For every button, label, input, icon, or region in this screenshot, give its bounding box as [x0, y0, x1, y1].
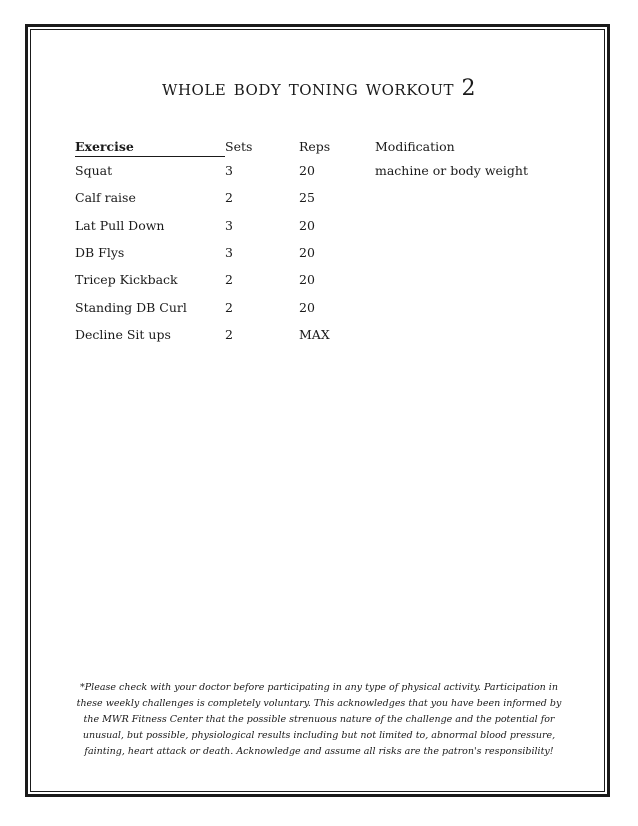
cell-sets: 3: [225, 217, 233, 233]
cell-exercise: Squat: [75, 163, 113, 179]
cell-reps: 20: [299, 299, 315, 315]
cell-exercise: Calf raise: [75, 190, 136, 206]
cell-modification: [375, 293, 535, 320]
cell-sets: 2: [225, 299, 233, 315]
header-modification: Modification: [375, 138, 455, 154]
header-exercise: Exercise: [75, 136, 225, 157]
cell-exercise: Decline Sit ups: [75, 326, 171, 342]
cell-exercise: Lat Pull Down: [75, 217, 165, 233]
cell-sets: 3: [225, 245, 233, 261]
header-reps: Reps: [299, 138, 331, 154]
cell-exercise: Standing DB Curl: [75, 299, 187, 315]
cell-sets: 3: [225, 162, 233, 178]
disclaimer-text: *Please check with your doctor before participating in any type of physical activity. Participation in these weekly challenges is completely voluntary. This acknowledges that you have been informed by the MWR Fitness Center that the possible strenuous nature of the challenge and the potential for unusual, but possible, physiological results including but not limited to, abnormal blood pressure, fainting, heart attack or death. Acknowledge and assume all risks are the patron's responsibility!: [76, 682, 562, 757]
cell-reps: 25: [299, 190, 315, 206]
cell-modification: [375, 212, 535, 239]
table-row: [75, 184, 535, 211]
table-row: [75, 293, 535, 320]
header-sets: Sets: [225, 138, 253, 154]
cell-modification: [375, 266, 535, 293]
workout-table: [75, 136, 535, 348]
table-header-row: [75, 136, 535, 157]
table-row: [75, 321, 535, 348]
cell-modification: [375, 239, 535, 266]
table-row: [75, 157, 535, 185]
cell-sets: 2: [225, 190, 233, 206]
cell-exercise: DB Flys: [75, 245, 125, 261]
cell-reps: 20: [299, 272, 315, 288]
cell-reps: 20: [299, 245, 315, 261]
cell-reps: MAX: [299, 326, 330, 342]
cell-modification: [375, 184, 535, 211]
table-row: [75, 239, 535, 266]
cell-sets: 2: [225, 272, 233, 288]
cell-exercise: Tricep Kickback: [75, 272, 178, 288]
cell-sets: 2: [225, 326, 233, 342]
table-row: [75, 212, 535, 239]
cell-reps: 20: [299, 217, 315, 233]
table-row: [75, 266, 535, 293]
cell-modification: [375, 321, 535, 348]
page-title: whole body toning workout 2: [162, 76, 476, 101]
cell-reps: 20: [299, 162, 315, 178]
cell-modification: machine or body weight: [375, 162, 528, 178]
